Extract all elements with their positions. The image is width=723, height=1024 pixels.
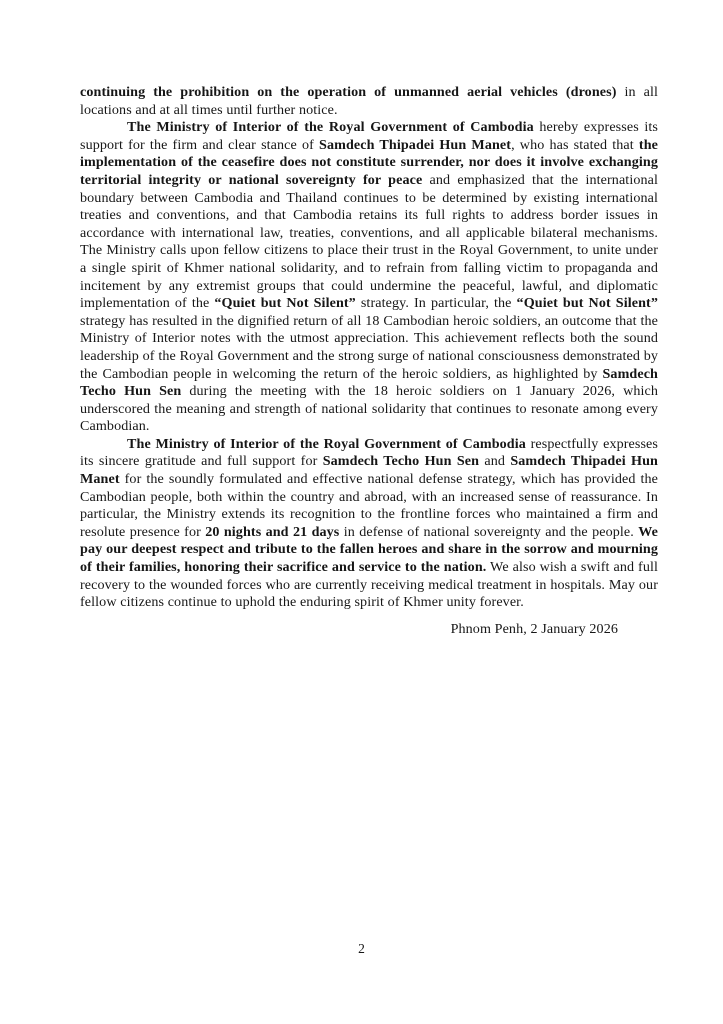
text-run: , who has stated that [511, 136, 639, 153]
paragraph [80, 436, 658, 612]
text-run: respectfully expresses its sincere gratitude and full support for [80, 435, 658, 470]
paragraph [80, 84, 658, 119]
bold-text-run: The Ministry of Interior of the Royal Government of Cambodia [127, 435, 526, 452]
text-run: for the soundly formulated and effective national defense strategy, which has provided the Cambodian people, both within the country and abroad, with an increased sense of reassurance. In particular, the Ministry extends its recognition to the frontline forces who maintained a firm and resolute presence for [80, 471, 658, 540]
dateline: Phnom Penh, 2 January 2026 [450, 620, 618, 637]
text-run: and emphasized that the international boundary between Cambodia and Thailand continues to be determined by existing international treaties and conventions, and that Cambodia retains its full rights to address border issues in accordance with international law, treaties, conventions, and all applicable bilateral mechanisms. The Ministry calls upon fellow citizens to place their trust in the Royal Government, to unite under a single spirit of Khmer national solidarity, and to refrain from falling victim to propaganda and incitement by any extremist groups that could undermine the peaceful, lawful, and diplomatic implementation of the [80, 171, 658, 312]
text-run: We also wish a swift and full recovery to the wounded forces who are currently receiving medical treatment in hospitals. May our fellow citizens continue to uphold the enduring spirit of Khmer unity forever. [80, 559, 659, 611]
text-run: during the meeting with the 18 heroic soldiers on 1 January 2026, which underscored the meaning and strength of national solidarity that continues to resonate among every Cambodian. [80, 383, 659, 435]
bold-text-run: “Quiet but Not Silent” [214, 295, 356, 312]
text-run: hereby expresses its support for the firm and clear stance of [80, 119, 658, 153]
document-body [80, 84, 658, 638]
page-number: 2 [358, 941, 365, 956]
bold-text-run: The Ministry of Interior of the Royal Government of Cambodia [127, 119, 534, 136]
paragraph [80, 119, 658, 436]
bold-text-run: 20 nights and 21 days [205, 523, 340, 540]
bold-text-run: We pay our deepest respect and tribute to the fallen heroes and share in the sorrow and mourning of their families, honoring their sacrifice and service to the nation. [80, 523, 658, 576]
bold-text-run: Samdech Techo Hun Sen [80, 365, 658, 400]
bold-text-run: Samdech Thipadei Hun Manet [319, 136, 512, 153]
bold-text-run: Samdech Techo Hun Sen [322, 453, 480, 470]
bold-text-run: “Quiet but Not Silent” [516, 295, 658, 312]
bold-text-run: Samdech Thipadei Hun Manet [80, 453, 658, 488]
text-run: in all locations and at all times until further notice. [80, 84, 658, 118]
text-run: strategy has resulted in the dignified return of all 18 Cambodian heroic soldiers, an outcome that the Ministry of Interior notes with the utmost appreciation. This achievement reflects both the sound leadership of the Royal Government and the strong surge of national consciousness demonstrated by the Cambodian people in welcoming the return of the heroic soldiers, as highlighted by [80, 312, 658, 382]
bold-text-run: continuing the prohibition on the operation of unmanned aerial vehicles (drones) [80, 84, 617, 100]
text-run: and [479, 453, 511, 470]
text-run: strategy. In particular, the [355, 295, 517, 312]
text-run: in defense of national sovereignty and the people. [339, 523, 639, 540]
bold-text-run: the implementation of the ceasefire does not constitute surrender, nor does it involve exchanging territorial integrity or national sovereignty for peace [80, 136, 658, 188]
